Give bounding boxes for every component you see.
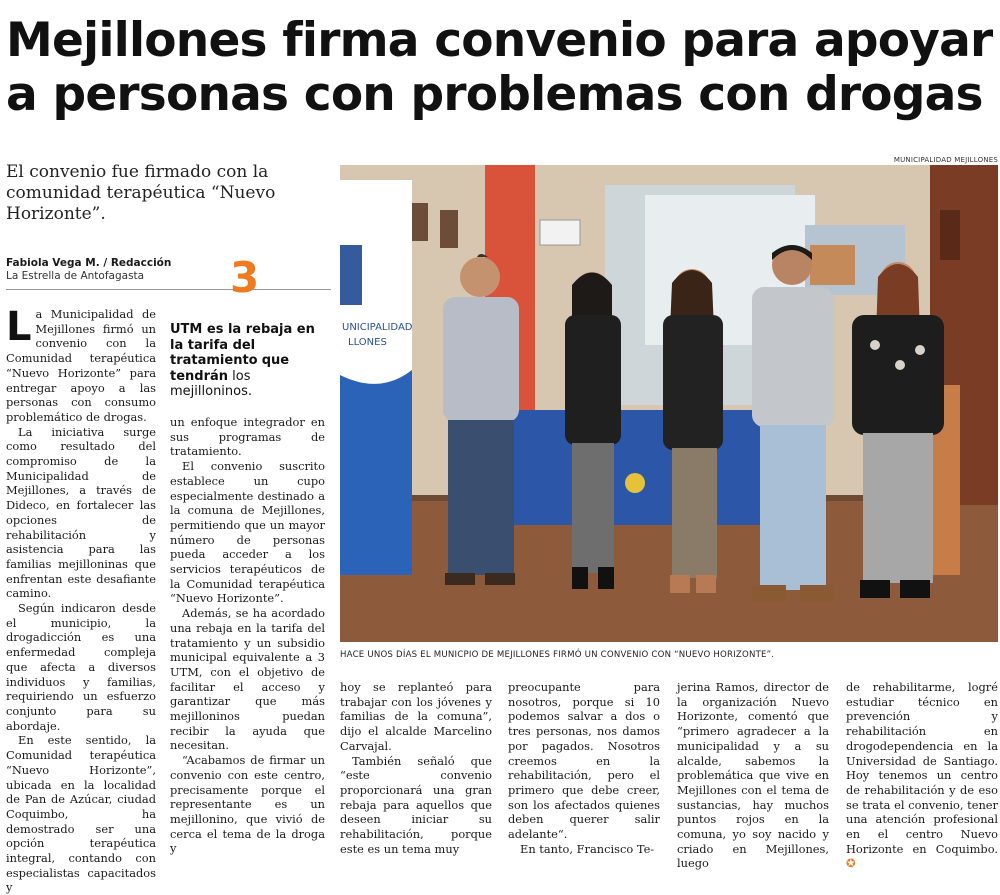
paragraph: El convenio suscrito establece un cupo especialmente destinado a la comuna de Mejillones, permitiendo que un mayor número de personas pueda acceder a los servicios terapéuticos de la Comunidad terapéutica “Nuevo Horizonte”. bbox=[170, 459, 325, 606]
stat-number: 3 bbox=[230, 253, 260, 302]
person bbox=[443, 254, 519, 585]
stat-text-bold-2: que tendrán bbox=[170, 353, 290, 384]
stat-text-normal: los mejilloninos. bbox=[170, 368, 253, 399]
headline bbox=[6, 14, 996, 122]
article-column-3 bbox=[340, 680, 492, 856]
paragraph bbox=[846, 680, 998, 871]
article-column-5 bbox=[677, 680, 829, 871]
headline-line-2: a personas con problemas con drogas bbox=[6, 67, 983, 122]
divider bbox=[6, 289, 331, 290]
paragraph: hoy se replanteó para trabajar con los jóvenes y familias de la comuna”, dijo el alcalde Marcelino Carvajal. bbox=[340, 680, 492, 753]
byline bbox=[6, 257, 326, 283]
person bbox=[752, 245, 834, 601]
paragraph: jerina Ramos, director de la organización Nuevo Horizonte, comentó que “primero agradecer a la municipalidad y a su alcalde, sabemos la problemática que vive en Mejillones con el tema de sustancias, hay muchos puntos rojos en la comuna, yo soy nacido y criado en Mejillones, luego bbox=[677, 680, 829, 871]
article-column-1 bbox=[6, 304, 156, 895]
paragraph: “Acabamos de firmar un convenio con este centro, precisamente porque el representante es un mejillonino, que vivió de cerca el tema de la droga y bbox=[170, 753, 325, 856]
person bbox=[565, 272, 621, 589]
paragraph: un enfoque integrador en sus programas de tratamiento. bbox=[170, 415, 325, 459]
paragraph-text: de rehabilitarme, logré estudiar técnico en prevención y rehabilitación en drogodependencia en la Universidad de Santiago. Hoy tenemos un centro de rehabilitación y de eso se trata el convenio, tener una atención profesional en el centro Nuevo Horizonte en Coquimbo. bbox=[846, 680, 998, 856]
paragraph bbox=[6, 304, 156, 425]
banner-text-2: LLONES bbox=[348, 337, 387, 348]
subhead: El convenio fue firmado con la comunidad terapéutica “Nuevo Horizonte”. bbox=[6, 162, 276, 224]
paragraph: En este sentido, la Comunidad terapéutica “Nuevo Horizonte”, ubicada en la localidad de Pan de Azúcar, ciudad Coquimbo, ha demostrado ser una opción terapéutica integral, contando con especialistas capacitados y bbox=[6, 733, 156, 895]
photo-caption: HACE UNOS DÍAS EL MUNICPIO DE MEJILLONES FIRMÓ UN CONVENIO CON “NUEVO HORIZONTE”. bbox=[340, 650, 775, 660]
stat-text-bold-1: UTM es la rebaja en la tarifa del tratamiento bbox=[170, 322, 315, 368]
byline-outlet: La Estrella de Antofagasta bbox=[6, 270, 145, 282]
photo-illustration bbox=[340, 165, 998, 642]
paragraph: Según indicaron desde el municipio, la drogadicción es una enfermedad compleja que afecta a diversos individuos y familias, requiriendo un esfuerzo conjunto para su abordaje. bbox=[6, 601, 156, 733]
paragraph: preocupante para nosotros, porque si 10 podemos salvar a dos o tres personas, nos damos por pagados. Nosotros creemos en la rehabilitación, pero el primero que debe creer, son los afectados quienes deben querer salir adelante“. bbox=[508, 680, 660, 842]
paragraph: También señaló que “este convenio proporcionará una gran rebaja para aquellos que deseen iniciar su rehabilitación, porque este es un tema muy bbox=[340, 753, 492, 856]
banner-text-1: UNICIPALIDAD bbox=[342, 322, 413, 333]
stat-text bbox=[170, 322, 330, 400]
paragraph-text: a Municipalidad de Mejillones firmó un convenio con la Comunidad terapéutica “Nuevo Horizonte” para entregar apoyo a las personas con consumo problemático de drogas. bbox=[6, 307, 156, 424]
end-mark-icon: ✪ bbox=[846, 856, 856, 871]
article-column-6 bbox=[846, 680, 998, 871]
article-column-2 bbox=[170, 415, 325, 856]
paragraph: Además, se ha acordado una rebaja en la tarifa del tratamiento y un subsidio municipal equivalente a 3 UTM, con el objetivo de facilitar el acceso y garantizar que más mejilloninos puedan recibir la ayuda que necesitan. bbox=[170, 606, 325, 753]
headline-line-1: Mejillones firma convenio para apoyar bbox=[6, 13, 993, 68]
article-column-4 bbox=[508, 680, 660, 856]
byline-author: Fabiola Vega M. / Redacción bbox=[6, 257, 172, 269]
paragraph: En tanto, Francisco Te- bbox=[520, 841, 655, 856]
drop-cap: L bbox=[6, 304, 32, 350]
photo-credit: MUNICIPALIDAD MEJILLONES bbox=[893, 156, 998, 164]
person bbox=[663, 269, 723, 593]
paragraph: La iniciativa surge como resultado del compromiso de la Municipalidad de Mejillones, a través de Dideco, en fortalecer las opciones de rehabilitación y asistencia para las familias mejilloninas que enfrentan este desafiante camino. bbox=[6, 424, 156, 601]
article-photo bbox=[340, 165, 998, 642]
